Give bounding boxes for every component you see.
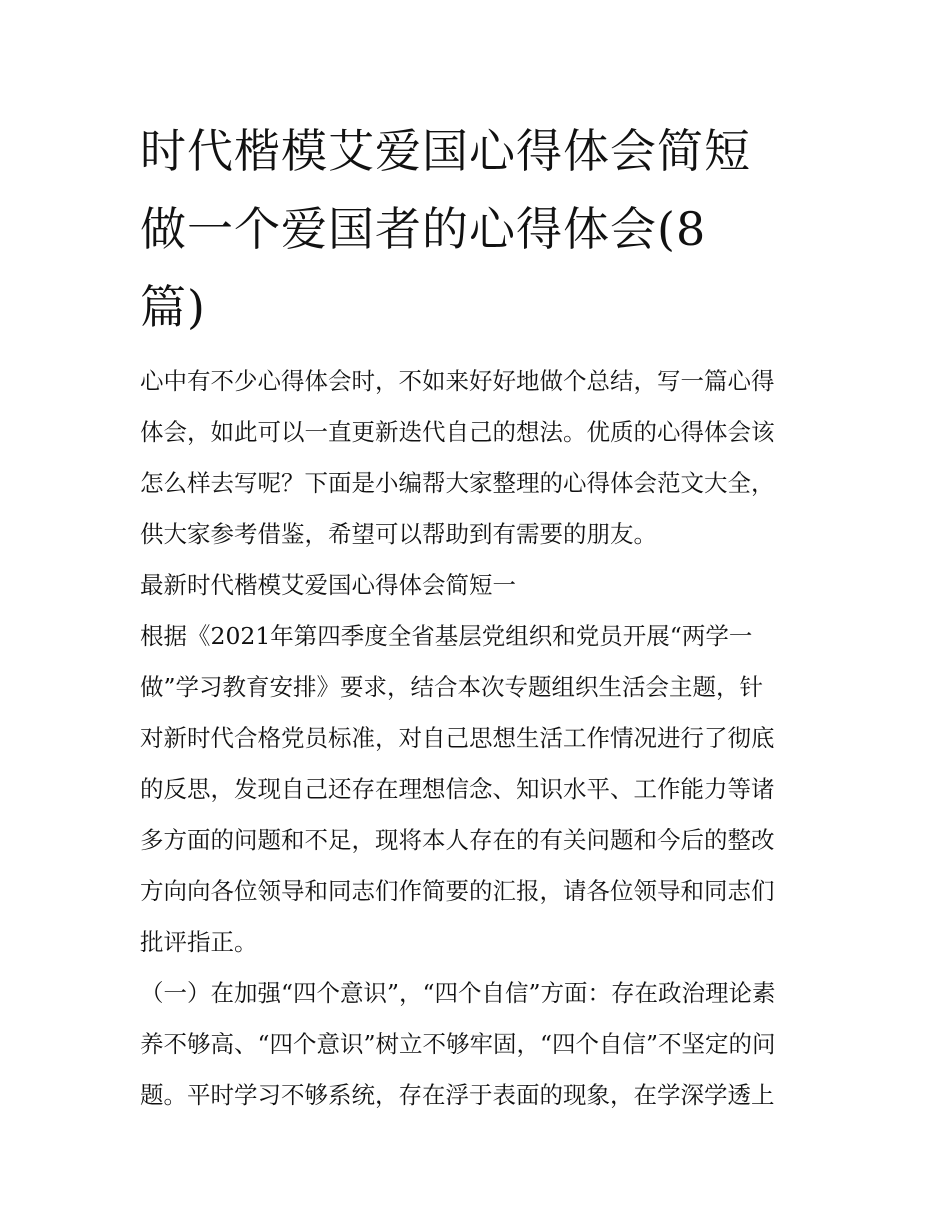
paragraph-line: 对新时代合格党员标准，对自己思想生活工作情况进行了彻底 bbox=[140, 724, 775, 752]
paragraph-line: 多方面的问题和不足，现将本人存在的有关问题和今后的整改 bbox=[140, 826, 775, 854]
paragraph-line: 批评指正。 bbox=[140, 928, 258, 956]
paragraph-line: 养不够高、“四个意识”树立不够牢固，“四个自信”不坚定的问 bbox=[140, 1030, 776, 1058]
intro-line: 心中有不少心得体会时，不如来好好地做个总结，写一篇心得 bbox=[140, 367, 775, 395]
paragraph-line: 方向向各位领导和同志们作简要的汇报，请各位领导和同志们 bbox=[140, 877, 775, 905]
paragraph-line: 题。平时学习不够系统，存在浮于表面的现象，在学深学透上 bbox=[140, 1081, 775, 1109]
paragraph-line: （一）在加强“四个意识”，“四个自信”方面：存在政治理论素 bbox=[140, 979, 776, 1007]
document-title bbox=[140, 112, 840, 346]
intro-line: 体会，如此可以一直更新迭代自己的想法。优质的心得体会该 bbox=[140, 418, 775, 446]
section-heading: 最新时代楷模艾爱国心得体会简短一 bbox=[140, 571, 516, 599]
title-line: 时代楷模艾爱国心得体会简短 bbox=[140, 124, 751, 178]
intro-line: 供大家参考借鉴，希望可以帮助到有需要的朋友。 bbox=[140, 520, 657, 548]
paragraph-line: 根据《2021年第四季度全省基层党组织和党员开展“两学一 bbox=[140, 622, 753, 650]
document-body bbox=[140, 356, 830, 1121]
paragraph-line: 的反思，发现自己还存在理想信念、知识水平、工作能力等诸 bbox=[140, 775, 775, 803]
title-line: 篇) bbox=[140, 280, 206, 334]
title-line: 做一个爱国者的心得体会(8 bbox=[140, 202, 707, 256]
paragraph-line: 做”学习教育安排》要求，结合本次专题组织生活会主题，针 bbox=[140, 673, 764, 701]
intro-line: 怎么样去写呢？下面是小编帮大家整理的心得体会范文大全， bbox=[140, 469, 775, 497]
